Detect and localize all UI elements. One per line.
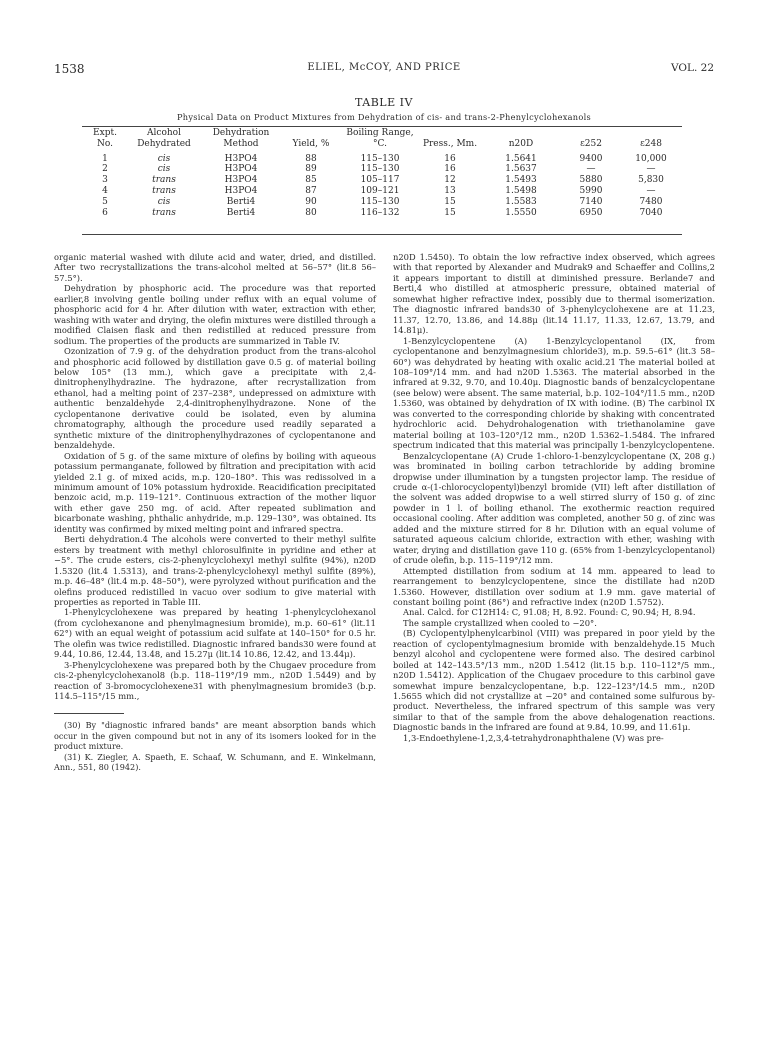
physical-data-table [82,128,682,218]
table-cell: 12 [444,175,456,186]
table-cell: 9400 [579,153,603,164]
paragraph: organic material washed with dilute acid and water, dried, and distilled. After two recrystallizations the trans-alcohol melted at 56–57° (lit.8 56–57.5°). [54,252,376,283]
paragraph: Anal. Calcd. for C12H14: C, 91.08; H, 8.92. Found: C, 90.94; H, 8.94. [403,607,696,618]
table-row [82,197,682,208]
table-cell: — [646,185,656,196]
table-row [82,186,682,197]
col-header-e248: ε248 [640,138,662,149]
table-row [82,208,682,219]
table-cell: 105–117 [360,175,400,186]
table-cell: trans [152,175,176,186]
left-column [54,252,376,773]
table-cell: cis [157,153,171,164]
paragraph: 1-Benzylcyclopentene (A) 1-Benzylcyclopentanol (IX, from cyclopentanone and benzylmagnesium chloride3), m.p. 59.5–61° (lit.3 58–60°) was dehydrated by heating with oxalic acid.21 The material boiled at 108–109°/14 mm. and had n20D 1.5363. The material absorbed in the infrared at 9.32, 9.70, and 10.40μ. Diagnostic bands of benzalcyclopentane (see below) were absent. The same material, b.p. 102–104°/11.5 mm., n20D 1.5360, was obtained by dehydration of IX with iodine. (B) The carbinol IX was converted to the corresponding chloride by shaking with concentrated hydrochloric acid. Dehydrohalogenation with triethanolamine gave material boiling at 103–120°/12 mm., n20D 1.5362–1.5484. The infrared spectrum indicated that this material was principally 1-benzylcyclopentene. [393,335,715,451]
col-header-method: Dehydration Method [212,128,270,149]
table-row [82,175,682,186]
paragraph: 1-Phenylcyclohexene was prepared by heating 1-phenylcyclohexanol (from cyclohexanone and phenylmagnesium bromide), m.p. 60–61° (lit.11 62°) with an equal weight of potassium acid sulfate at 140–150° for 0.5 hr. The olefin was twice redistilled. Diagnostic infrared bands30 were found at 9.44, 10.86, 12.44, 13.48, and 15.27μ (lit.14 10.86, 12.42, and 13.44μ). [54,607,376,660]
table-title: TABLE IV [355,96,413,109]
paragraph: Ozonization of 7.9 g. of the dehydration product from the trans-alcohol and phosphoric acid followed by distillation gave 0.5 g. of material boiling below 105° (13 mm.), which gave a precipitate with 2,4-dinitrophenylhydrazine. The hydrazone, after recrystallization from ethanol, had a melting point of 237–238°, undepressed on admixture with authentic benzaldehyde 2,4-dinitrophenylhydrazone. None of the cyclopentanone derivative could be isolated, even by alumina chromatography, although the procedure used readily separated a synthetic mixture of the dinitrophenylhydrazones of cyclopentanone and benzaldehyde. [54,346,376,451]
body-text [54,252,714,1042]
table-cell: — [646,164,656,175]
table-cell: 1.5583 [505,196,537,207]
table-cell: Berti4 [226,207,256,218]
table-cell: 115–130 [360,196,400,207]
table-cell: Berti4 [226,196,256,207]
table-cell: 88 [305,153,317,164]
table-cell: 109–121 [360,185,400,196]
table-row [82,154,682,165]
table-cell: H3PO4 [224,175,258,186]
table-cell: 1.5498 [505,185,537,196]
table-cell: 1 [102,153,108,164]
table-cell: 89 [305,164,317,175]
col-header-alcohol: Alcohol Dehydrated [137,128,191,149]
table-cell: 1.5550 [505,207,537,218]
table-cell: 13 [444,185,456,196]
table-cell: H3PO4 [224,153,258,164]
table-row [82,164,682,175]
footnote-rule [54,713,124,714]
table-cell: 5990 [579,185,603,196]
table-cell: 80 [305,207,317,218]
table-cell: 3 [102,175,108,186]
table-cell: 10,000 [635,153,667,164]
page-number: 1538 [54,62,85,76]
table-cell: 115–130 [360,164,400,175]
paragraph: Dehydration by phosphoric acid. The procedure was that reported earlier,8 involving gentle boiling under reflux with an equal volume of phosphoric acid for 4 hr. After dilution with water, extraction with ether, washing with water and drying, the olefin mixtures were distilled through a modified Claisen flask and then redistilled at reduced pressure from sodium. The properties of the products are summarized in Table IV. [54,283,376,346]
footnotes [54,720,376,772]
paragraph: n20D 1.5450). To obtain the low refractive index observed, which agrees with that reported by Alexander and Mudrak9 and Schaeffer and Collins,2 it appears important to distill at diminished pressure. Berlande7 and Berti,4 who distilled at atmospheric pressure, obtained material of somewhat higher refractive index, possibly due to thermal isomerization. The diagnostic infrared bands30 of 3-phenylcyclohexene are at 11.23, 11.37, 12.70, 13.86, and 14.88μ (lit.14 11.17, 11.33, 12.67, 13.79, and 14.81μ). [393,252,715,336]
table-cell: 7480 [639,196,663,207]
table-cell: 6950 [579,207,603,218]
volume-label: VOL. 22 [670,62,714,74]
paragraph: 1,3-Endoethylene-1,2,3,4-tetrahydronaphthalene (V) was pre- [403,732,664,743]
footnote: (31) K. Ziegler, A. Spaeth, E. Schaaf, W. Schumann, and E. Winkelmann, Ann., 551, 80 (1942). [54,751,376,773]
paragraph: Berti dehydration.4 The alcohols were converted to their methyl sulfite esters by treatment with methyl chlorosulfinite in pyridine and ether at −5°. The crude esters, cis-2-phenylcyclohexyl methyl sulfite (94%), n20D 1.5320 (lit.4 1.5313), and trans-2-phenylcyclohexyl methyl sulfite (89%), m.p. 46–48° (lit.4 m.p. 48–50°), were pyrolyzed without purification and the olefins produced redistilled in vacuo over sodium to give material with properties as reported in Table III. [54,534,376,607]
paragraph: (B) Cyclopentylphenylcarbinol (VIII) was prepared in poor yield by the reaction of cyclopentylmagnesium bromide with benzaldehyde.15 Much benzyl alcohol and cyclopentene were formed also. The desired carbinol boiled at 142–143.5°/13 mm., n20D 1.5412 (lit.15 b.p. 110–112°/5 mm., n20D 1.5412). Application of the Chugaev procedure to this carbinol gave somewhat impure benzalcyclopentane, b.p. 122–123°/14.5 mm., n20D 1.5655 which did not crystallize at −20° and contained some sulfurous by-product. Nevertheless, the infrared spectrum of this sample was very similar to that of the sample from the above dehalogenation reactions. Diagnostic bands in the infrared are found at 9.84, 10.99, and 11.61μ. [393,628,715,733]
table-cell: trans [152,207,176,218]
table-cell: trans [152,185,176,196]
paragraph: Benzalcyclopentane (A) Crude 1-chloro-1-benzylcyclopentane (X, 208 g.) was brominated in boiling carbon tetrachloride by adding bromine dropwise under illumination by a tungsten projector lamp. The residue of crude α-(1-chlorocyclopentyl)benzyl bromide (VII) left after distillation of the solvent was added dropwise to a well stirred slurry of 150 g. of zinc powder in 1 l. of boiling ethanol. The exothermic reaction required occasional cooling. After addition was completed, another 50 g. of zinc was added and the mixture stirred for 8 hr. Dilution with an equal volume of saturated aqueous calcium chloride, extraction with ether, washing with water, drying and distillation gave 110 g. (65% from 1-benzylcyclopentanol) of crude olefin, b.p. 115–119°/12 mm. [393,450,715,566]
table-cell: 7140 [579,196,603,207]
table-top-rule [82,126,682,127]
table-cell: 1.5493 [505,175,537,186]
running-header [54,62,714,78]
table-cell: H3PO4 [224,185,258,196]
table-cell: 87 [305,185,317,196]
table-cell: 16 [444,164,456,175]
paragraph: Attempted distillation from sodium at 14 mm. appeared to lead to rearrangement to benzylcyclopentene, since the distillate had n20D 1.5360. However, distillation over sodium at 1.9 mm. gave material of constant boiling point (86°) and refractive index (n20D 1.5752). [393,565,715,607]
col-header-boiling: Boiling Range, °C. [346,128,414,149]
table-cell: 5880 [579,175,603,186]
footnote: (30) By "diagnostic infrared bands" are meant absorption bands which occur in the given compound but not in any of its isomers looked for in the product mixture. [54,720,376,752]
table-cell: cis [157,164,171,175]
paragraph: The sample crystallized when cooled to −20°. [403,617,597,628]
table-cell: 5 [102,196,108,207]
table-cell: 1.5641 [505,153,537,164]
table-bottom-rule [82,234,682,235]
table-cell: 16 [444,153,456,164]
table-cell: 115–130 [360,153,400,164]
table-cell: 6 [102,207,108,218]
table-cell: 15 [444,196,456,207]
paragraph: Oxidation of 5 g. of the same mixture of olefins by boiling with aqueous potassium permanganate, followed by filtration and precipitation with acid yielded 2.1 g. of mixed acids, m.p. 120–180°. This was redissolved in a minimum amount of 10% potassium hydroxide. Reacidification precipitated benzoic acid, m.p. 119–121°. Continuous extraction of the mother liquor with ether gave 250 mg. of acid. After repeated sublimation and bicarbonate washing, phthalic anhydride, m.p. 129–130°, was obtained. Its identity was confirmed by mixed melting point and infrared spectra. [54,450,376,534]
table-cell: 2 [102,164,108,175]
table-caption: Physical Data on Product Mixtures from Dehydration of cis- and trans-2-Phenylcyclohexanols [176,112,592,122]
running-authors: ELIEL, McCOY, AND PRICE [307,62,461,73]
paragraph: 3-Phenylcyclohexene was prepared both by the Chugaev procedure from cis-2-phenylcyclohexanol8 (b.p. 118–119°/19 mm., n20D 1.5449) and by reaction of 3-bromocyclohexene31 with phenylmagnesium bromide3 (b.p. 114.5–115°/15 mm., [54,659,376,702]
table-cell: 4 [102,185,108,196]
col-header-e252: ε252 [580,138,602,149]
col-header-press: Press., Mm. [422,138,478,149]
table-cell: 90 [305,196,317,207]
col-header-refractive: n20D [508,138,534,149]
table-cell: 85 [305,175,317,186]
right-column [393,252,715,743]
table-cell: 15 [444,207,456,218]
table-cell: cis [157,196,171,207]
table-cell: 1.5637 [505,164,537,175]
table-cell: 116–132 [360,207,400,218]
table-cell: 5,830 [638,175,664,186]
table-cell: 7040 [639,207,663,218]
table-cell: H3PO4 [224,164,258,175]
col-header-expt: Expt. No. [93,128,117,149]
table-cell: — [586,164,596,175]
col-header-yield: Yield, % [292,138,330,149]
